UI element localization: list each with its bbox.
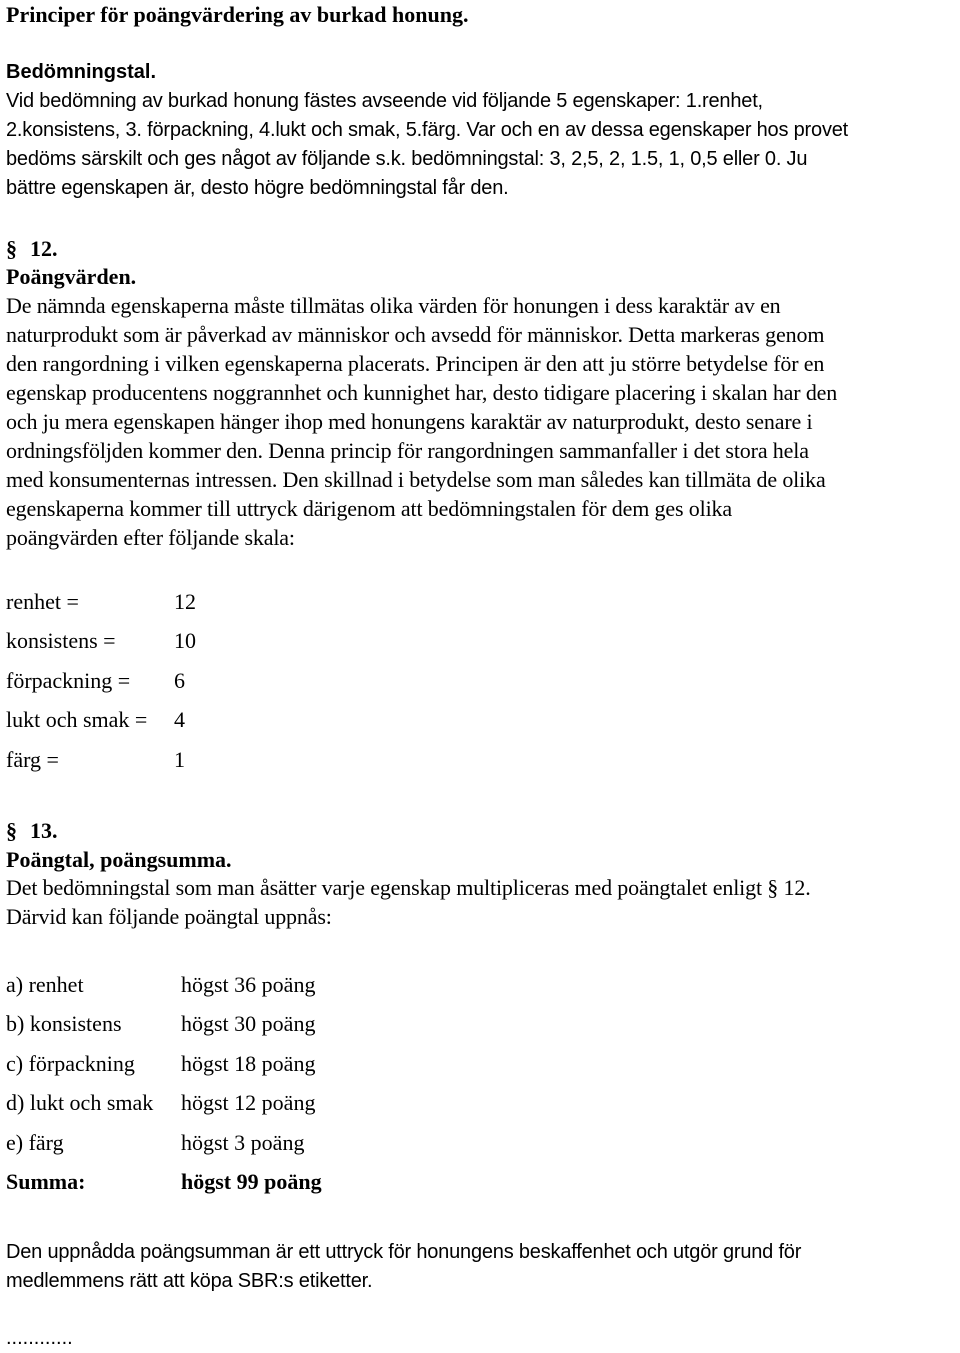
scale-value: 10 [174, 628, 196, 654]
section-13-title: Poängtal, poängsumma. [6, 847, 232, 872]
section-13-number [6, 816, 58, 845]
scale-value: 12 [174, 588, 196, 614]
scale-row [6, 661, 196, 701]
text-line: medlemmens rätt att köpa SBR:s etiketter. [6, 1270, 373, 1292]
text-line: Vid bedömning av burkad honung fästes avseende vid följande 5 egenskaper: 1.renhet, [6, 90, 763, 112]
scale-row [6, 582, 196, 622]
text-line: naturprodukt som är påverkad av människor och avsedd för människor. Detta markeras genom [6, 322, 825, 347]
text-line: bedöms särskilt och ges något av följande s.k. bedömningstal: 3, 2,5, 2, 1.5, 1, 0,5 eller 0. Ju [6, 148, 808, 170]
text-line: Därvid kan följande poängtal uppnås: [6, 904, 332, 929]
points-value: högst 36 poäng [181, 971, 316, 997]
points-label: c) förpackning [6, 1050, 135, 1076]
scale-value: 1 [174, 746, 185, 772]
text-line: ordningsföljden kommer den. Denna princip för rangordningen sammanfaller i det stora hela [6, 438, 809, 463]
points-value: högst 3 poäng [181, 1129, 305, 1155]
points-total-row [6, 1163, 322, 1203]
points-label: d) lukt och smak [6, 1090, 154, 1116]
section-number: 12. [30, 236, 58, 261]
text-line: De nämnda egenskaperna måste tillmätas olika värden för honungen i dess karaktär av en [6, 293, 781, 318]
document-title: Principer för poängvärdering av burkad honung. [6, 2, 469, 27]
points-row [6, 1005, 322, 1045]
points-label: e) färg [6, 1129, 64, 1155]
scale-label: färg = [6, 746, 59, 772]
section-12-number [6, 234, 58, 263]
points-value: högst 18 poäng [181, 1050, 316, 1076]
text-line: egenskap producentens noggrannhet och kunnighet har, desto tidigare placering i skalan har den [6, 380, 838, 405]
text-line: Den uppnådda poängsumman är ett uttryck för honungens beskaffenhet och utgör grund för [6, 1241, 802, 1263]
text-line: 2.konsistens, 3. förpackning, 4.lukt och smak, 5.färg. Var och en av dessa egenskaper hos provet [6, 119, 849, 141]
score-scale-table [6, 582, 196, 780]
section-symbol: § [6, 818, 17, 843]
section-13-paragraph [6, 873, 811, 931]
points-table [6, 965, 322, 1202]
points-label: b) konsistens [6, 1011, 122, 1037]
text-line: den rangordning i vilken egenskaperna placerats. Principen är den att ju större betydelse för en [6, 351, 825, 376]
scale-label: förpackning = [6, 667, 131, 693]
closing-paragraph [6, 1238, 801, 1296]
text-line: poängvärden efter följande skala: [6, 525, 295, 550]
scale-row [6, 740, 196, 780]
section-12-title: Poängvärden. [6, 264, 137, 289]
scale-label: konsistens = [6, 628, 116, 654]
points-row [6, 1044, 322, 1084]
points-row [6, 965, 322, 1005]
text-line: Det bedömningstal som man åsätter varje egenskap multipliceras med poängtalet enligt § 12. [6, 875, 811, 900]
text-line: med konsumenternas intressen. Den skillnad i betydelse som man således kan tillmäta de olika [6, 467, 826, 492]
section-symbol: § [6, 236, 17, 261]
subheading-bedomningstal: Bedömningstal. [6, 61, 157, 83]
section-12-paragraph [6, 291, 837, 552]
points-value: högst 12 poäng [181, 1090, 316, 1116]
scale-value: 6 [174, 667, 185, 693]
scale-row [6, 622, 196, 662]
intro-paragraph [6, 87, 848, 203]
scale-value: 4 [174, 707, 185, 733]
text-line: och ju mera egenskapen hänger ihop med honungens karaktär av naturprodukt, desto senare i [6, 409, 813, 434]
section-number: 13. [30, 818, 58, 843]
text-line: bättre egenskapen är, desto högre bedömningstal får den. [6, 177, 509, 199]
total-value: högst 99 poäng [181, 1169, 322, 1195]
points-row [6, 1123, 322, 1163]
scale-label: lukt och smak = [6, 707, 148, 733]
total-label: Summa: [6, 1169, 86, 1195]
ellipsis: ............ [6, 1327, 73, 1349]
text-line: egenskaperna kommer till uttryck därigenom att bedömningstalen för dem ges olika [6, 496, 733, 521]
points-label: a) renhet [6, 971, 84, 997]
points-value: högst 30 poäng [181, 1011, 316, 1037]
scale-label: renhet = [6, 588, 79, 614]
points-row [6, 1084, 322, 1124]
scale-row [6, 701, 196, 741]
